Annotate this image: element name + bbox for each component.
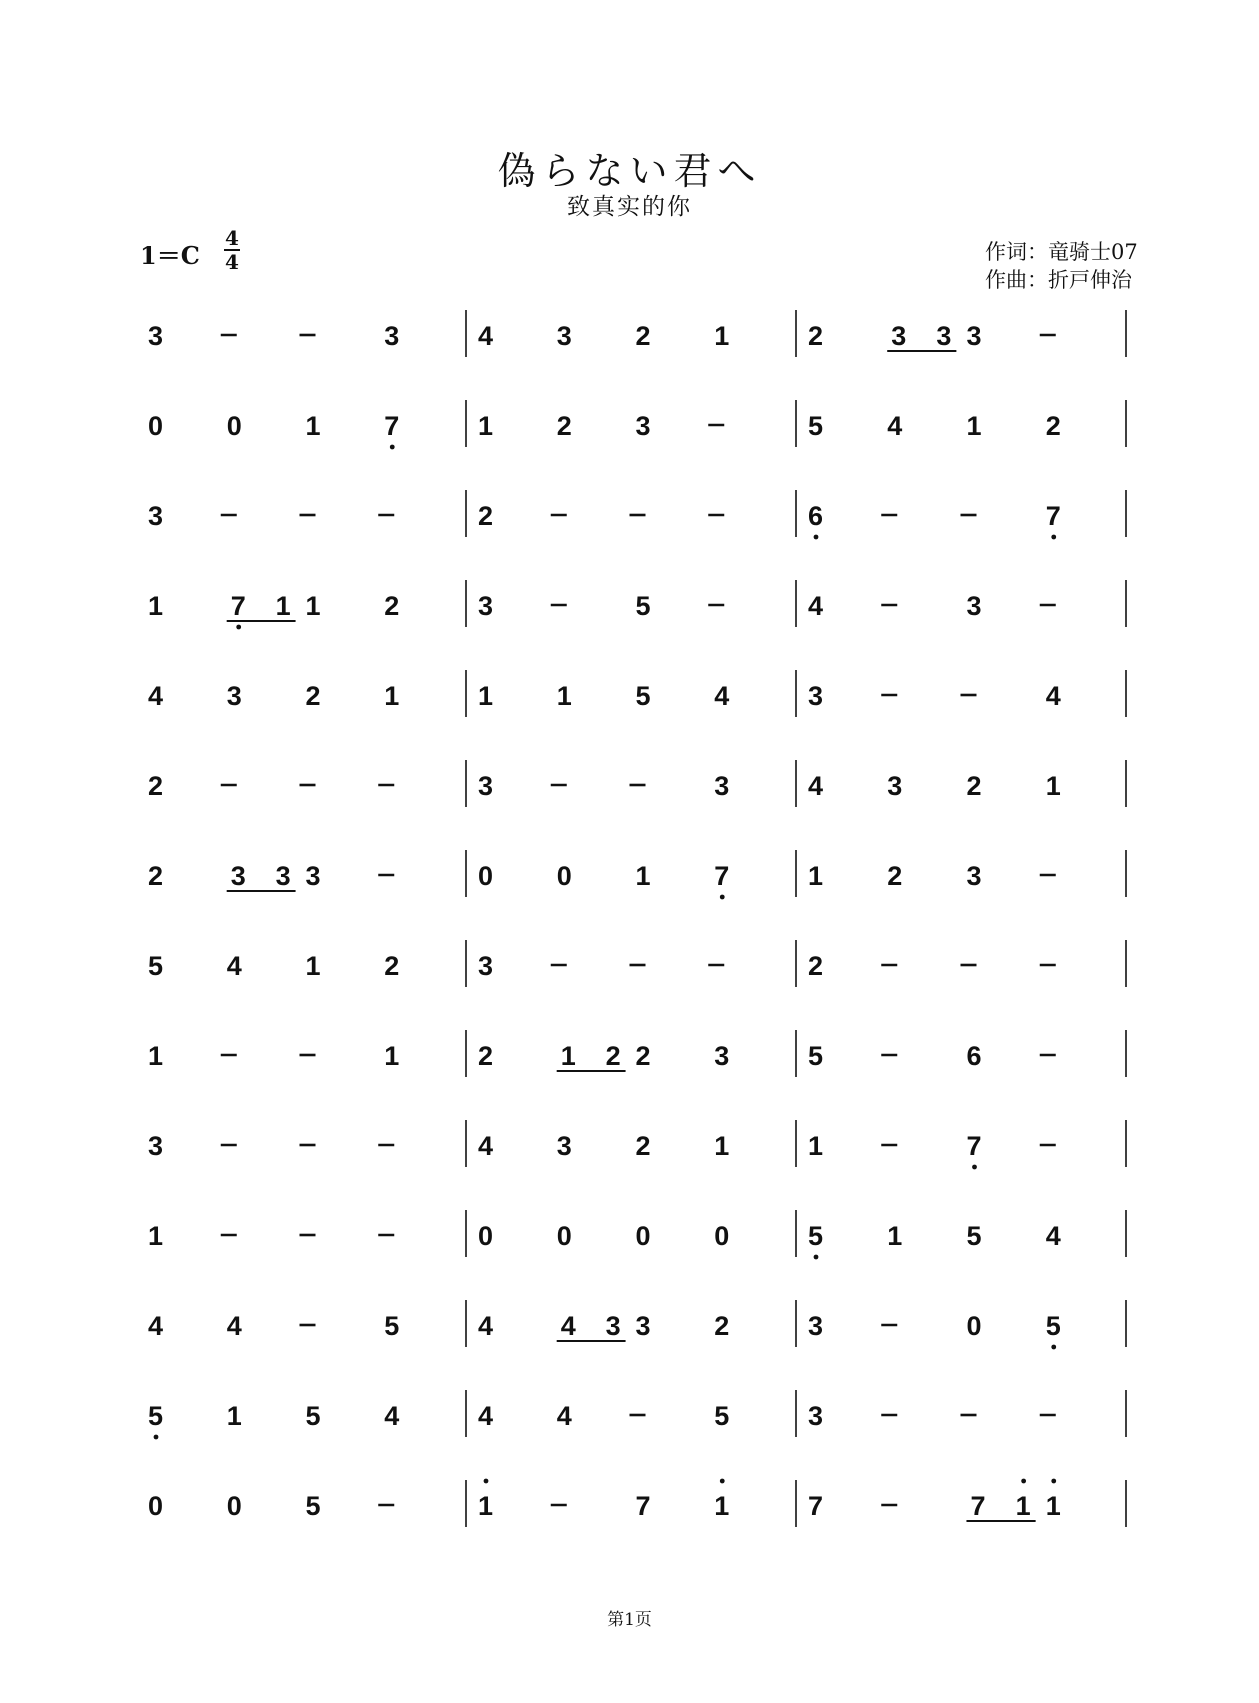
note: 0 bbox=[556, 1221, 572, 1251]
note: 5 bbox=[635, 681, 651, 711]
note: 2 bbox=[478, 1041, 494, 1071]
note: 1 bbox=[1015, 1491, 1031, 1521]
note: 2 bbox=[305, 681, 321, 711]
note: 2 bbox=[635, 321, 651, 351]
note: 0 bbox=[478, 1221, 494, 1251]
song-title: 偽らない君へ bbox=[497, 149, 762, 193]
note: 4 bbox=[148, 681, 164, 711]
note: 7 bbox=[966, 1131, 982, 1161]
note: 4 bbox=[556, 1401, 572, 1431]
note: 0 bbox=[148, 1491, 164, 1521]
low-octave-dot bbox=[390, 445, 395, 450]
note: 5 bbox=[714, 1401, 730, 1431]
note: 1 bbox=[1045, 1491, 1061, 1521]
note: 1 bbox=[714, 321, 730, 351]
note: 4 bbox=[808, 771, 824, 801]
note: 3 bbox=[966, 861, 982, 891]
note: 7 bbox=[635, 1491, 651, 1521]
note: 4 bbox=[1045, 681, 1061, 711]
note: 4 bbox=[1045, 1221, 1061, 1251]
note: 6 bbox=[808, 501, 824, 531]
note: 1 bbox=[887, 1221, 903, 1251]
note: 2 bbox=[605, 1041, 621, 1071]
note: 3 bbox=[478, 771, 494, 801]
note: 5 bbox=[305, 1491, 321, 1521]
note: 0 bbox=[556, 861, 572, 891]
note: 1 bbox=[556, 681, 572, 711]
note: 5 bbox=[808, 1221, 824, 1251]
note: 3 bbox=[148, 501, 164, 531]
note: 1 bbox=[226, 1401, 242, 1431]
note: 3 bbox=[305, 861, 321, 891]
note: 4 bbox=[478, 1311, 494, 1341]
note: 7 bbox=[808, 1491, 824, 1521]
note: 1 bbox=[635, 861, 651, 891]
time-signature-bottom: 4 bbox=[225, 250, 239, 274]
note: 0 bbox=[226, 1491, 242, 1521]
note: 1 bbox=[148, 1041, 164, 1071]
note: 0 bbox=[635, 1221, 651, 1251]
note: 1 bbox=[714, 1491, 730, 1521]
note: 3 bbox=[230, 861, 246, 891]
note: 2 bbox=[887, 861, 903, 891]
note: 3 bbox=[226, 681, 242, 711]
note: 4 bbox=[478, 321, 494, 351]
note: 3 bbox=[478, 951, 494, 981]
note: 2 bbox=[148, 861, 164, 891]
note: 3 bbox=[275, 861, 291, 891]
note: 1 bbox=[1045, 771, 1061, 801]
note: 3 bbox=[556, 1131, 572, 1161]
note: 3 bbox=[714, 1041, 730, 1071]
low-octave-dot bbox=[972, 1165, 977, 1170]
note: 5 bbox=[148, 951, 164, 981]
note: 5 bbox=[635, 591, 651, 621]
note: 4 bbox=[478, 1131, 494, 1161]
note: 2 bbox=[808, 951, 824, 981]
note: 4 bbox=[887, 411, 903, 441]
note: 3 bbox=[936, 321, 952, 351]
note: 3 bbox=[887, 771, 903, 801]
note: 6 bbox=[966, 1041, 982, 1071]
note: 0 bbox=[226, 411, 242, 441]
note: 1 bbox=[305, 951, 321, 981]
note: 3 bbox=[384, 321, 400, 351]
note: 0 bbox=[478, 861, 494, 891]
note: 2 bbox=[635, 1131, 651, 1161]
note: 7 bbox=[1045, 501, 1061, 531]
note: 3 bbox=[714, 771, 730, 801]
page-number: 第1页 bbox=[607, 1610, 652, 1630]
note: 5 bbox=[808, 1041, 824, 1071]
note: 3 bbox=[605, 1311, 621, 1341]
song-subtitle: 致真实的你 bbox=[567, 194, 692, 220]
lyricist-credit: 作词：竜骑士07 bbox=[985, 240, 1138, 264]
low-octave-dot bbox=[1051, 535, 1056, 540]
high-octave-dot bbox=[484, 1479, 489, 1484]
note: 5 bbox=[148, 1401, 164, 1431]
note: 3 bbox=[148, 321, 164, 351]
note: 1 bbox=[808, 1131, 824, 1161]
note: 1 bbox=[384, 681, 400, 711]
low-octave-dot bbox=[814, 1255, 819, 1260]
note: 3 bbox=[891, 321, 907, 351]
note: 1 bbox=[305, 411, 321, 441]
note: 1 bbox=[148, 591, 164, 621]
high-octave-dot bbox=[1051, 1479, 1056, 1484]
high-octave-dot bbox=[1021, 1479, 1026, 1484]
note: 4 bbox=[714, 681, 730, 711]
note: 3 bbox=[635, 1311, 651, 1341]
note: 1 bbox=[148, 1221, 164, 1251]
note: 4 bbox=[560, 1311, 576, 1341]
note: 1 bbox=[714, 1131, 730, 1161]
note: 2 bbox=[1045, 411, 1061, 441]
note: 1 bbox=[384, 1041, 400, 1071]
note: 1 bbox=[478, 1491, 494, 1521]
composer-credit: 作曲：折戸伸治 bbox=[985, 268, 1132, 292]
note: 5 bbox=[808, 411, 824, 441]
low-octave-dot bbox=[1051, 1345, 1056, 1350]
note: 4 bbox=[226, 1311, 242, 1341]
note: 1 bbox=[808, 861, 824, 891]
note: 0 bbox=[714, 1221, 730, 1251]
low-octave-dot bbox=[154, 1435, 159, 1440]
note: 1 bbox=[275, 591, 291, 621]
note: 4 bbox=[478, 1401, 494, 1431]
note: 4 bbox=[226, 951, 242, 981]
note: 5 bbox=[966, 1221, 982, 1251]
note: 5 bbox=[1045, 1311, 1061, 1341]
note: 7 bbox=[230, 591, 246, 621]
note: 1 bbox=[478, 411, 494, 441]
note: 3 bbox=[635, 411, 651, 441]
note: 3 bbox=[808, 1401, 824, 1431]
low-octave-dot bbox=[720, 895, 725, 900]
note: 1 bbox=[560, 1041, 576, 1071]
note: 2 bbox=[635, 1041, 651, 1071]
note: 2 bbox=[384, 951, 400, 981]
low-octave-dot bbox=[236, 625, 241, 630]
note: 7 bbox=[384, 411, 400, 441]
note: 2 bbox=[714, 1311, 730, 1341]
note: 5 bbox=[384, 1311, 400, 1341]
note: 3 bbox=[148, 1131, 164, 1161]
note: 2 bbox=[556, 411, 572, 441]
time-signature-top: 4 bbox=[225, 226, 239, 250]
note: 2 bbox=[966, 771, 982, 801]
note: 2 bbox=[148, 771, 164, 801]
note: 1 bbox=[478, 681, 494, 711]
key-signature: 1＝C bbox=[140, 241, 200, 270]
note: 3 bbox=[966, 321, 982, 351]
note: 2 bbox=[808, 321, 824, 351]
note: 3 bbox=[966, 591, 982, 621]
note: 7 bbox=[714, 861, 730, 891]
note: 0 bbox=[966, 1311, 982, 1341]
note: 2 bbox=[478, 501, 494, 531]
note: 3 bbox=[808, 681, 824, 711]
note: 1 bbox=[966, 411, 982, 441]
note: 7 bbox=[970, 1491, 986, 1521]
note: 4 bbox=[808, 591, 824, 621]
note: 4 bbox=[148, 1311, 164, 1341]
note: 3 bbox=[808, 1311, 824, 1341]
note: 3 bbox=[556, 321, 572, 351]
low-octave-dot bbox=[814, 535, 819, 540]
note: 2 bbox=[384, 591, 400, 621]
note: 3 bbox=[478, 591, 494, 621]
note: 5 bbox=[305, 1401, 321, 1431]
note: 1 bbox=[305, 591, 321, 621]
note: 0 bbox=[148, 411, 164, 441]
note: 4 bbox=[384, 1401, 400, 1431]
high-octave-dot bbox=[720, 1479, 725, 1484]
